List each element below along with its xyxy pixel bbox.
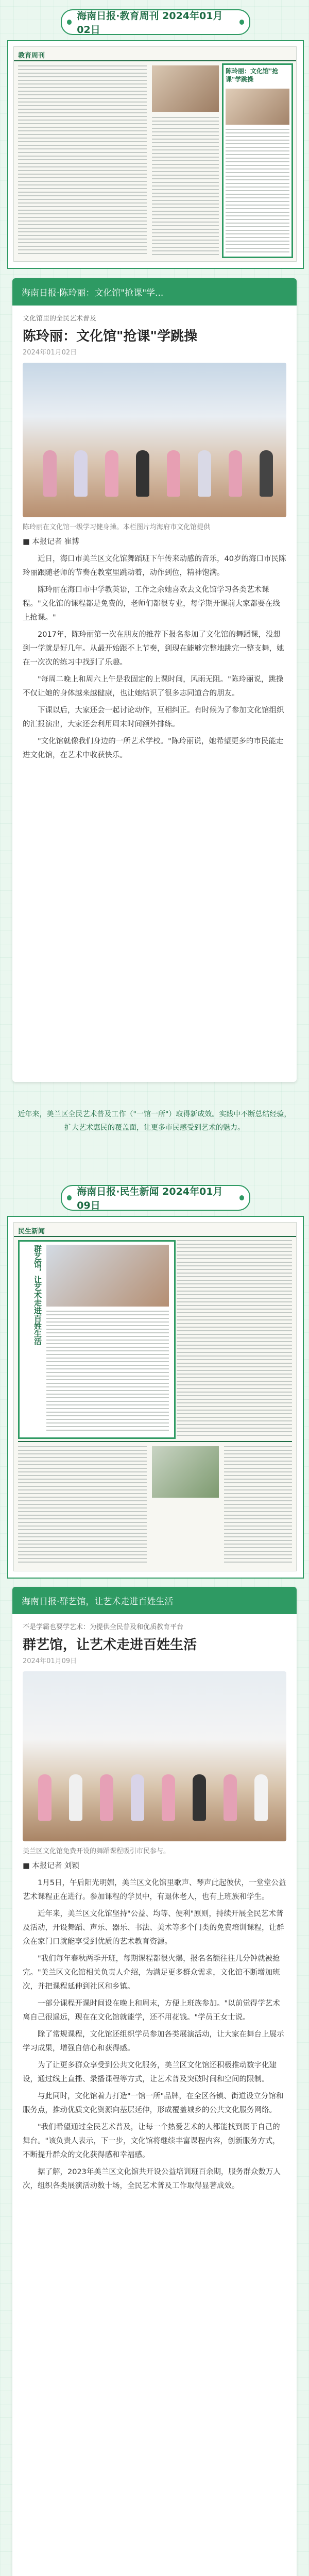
paragraph: "我们每年春秋两季开班，每期课程都很火爆，报名名额往往几分钟就被抢完。"美兰区文化馆相关负责人介绍，为满足更多群众需求，文化馆不断增加班次，并把课程延伸到社区和乡镇。	[23, 1955, 280, 1991]
photo-caption: 美兰区文化馆免费开设的舞蹈课程吸引市民参与。	[23, 1848, 170, 1855]
photo-figure	[131, 1774, 144, 1821]
article-photo	[46, 1245, 169, 1307]
paragraph: 近年来，美兰区文化馆坚持"公益、均等、便利"原则，持续开展全民艺术普及活动，开设舞蹈、声乐、器乐、书法、美术等多个门类的免费培训课程，让群众在家门口就能享受到优质的艺术教育资源。	[23, 1910, 284, 1946]
photo-figure	[260, 450, 273, 497]
card-header: 海南日报·陈玲丽：文化馆"抢课"学...	[12, 278, 297, 306]
divider	[14, 60, 296, 61]
article-kicker: 不是学霸也要学艺术：为提供全民普及和优质教育平台	[23, 1623, 184, 1631]
section-banner	[61, 1185, 250, 1211]
text-columns	[224, 1446, 292, 1565]
dot-icon	[239, 20, 244, 25]
dot-icon	[67, 20, 72, 25]
photo-figure	[224, 1774, 237, 1821]
dot-icon	[67, 1195, 72, 1200]
photo-figure	[229, 450, 242, 497]
paper-headline: 群艺馆，让艺术走进百姓生活	[33, 1245, 42, 1345]
note-text: 近年来，美兰区全民艺术普及工作（"一馆一所"）取得新成效。实践中不断总结经验，扩大艺术惠民的覆盖面，让更多市民感受到艺术的魅力。	[18, 1110, 291, 1132]
newspaper-page	[13, 1222, 297, 1571]
paragraph: "每周二晚上和周六上午是我固定的上课时间，风雨无阻。"陈玲丽说，跳操不仅让她的身体越来越健康，也让她结识了很多志同道合的朋友。	[23, 675, 284, 698]
article-text-lines	[46, 1311, 169, 1432]
paragraph: 近日，海口市美兰区文化馆舞蹈班下午传来动感的音乐，40岁的海口市民陈玲丽跟随老师的节奏在教室里跳动着，动作到位，精神饱满。	[23, 555, 286, 577]
photo-figure	[254, 1774, 268, 1821]
paragraph: 下课以后，大家还会一起讨论动作，互相纠正。有时候为了参加文化馆组织的汇报演出，大家还会利用周末时间额外排练。	[23, 706, 284, 728]
photo-figure	[198, 450, 211, 497]
newspaper-page-frame	[7, 1216, 304, 1579]
photo-figure	[167, 450, 180, 497]
card-header: 海南日报·群艺馆，让艺术走进百姓生活	[12, 1587, 297, 1614]
photo-figure	[193, 1774, 206, 1821]
byline: ■ 本报记者 崔博	[23, 538, 79, 546]
divider	[14, 1236, 296, 1237]
text-columns	[18, 1446, 147, 1565]
article-date: 2024年01月09日	[23, 1657, 77, 1665]
photo-figure	[162, 1774, 175, 1821]
text-columns	[152, 117, 219, 256]
paper-page-label: 民生新闻	[18, 1228, 45, 1235]
paper-page-label: 教育周刊	[18, 52, 45, 60]
paragraph: 1月5日，午后阳光明媚，美兰区文化馆里歌声、琴声此起彼伏，一堂堂公益艺术课程正在进行。参加课程的学员中，有退休老人，也有上班族和学生。	[23, 1879, 286, 1901]
article-photo	[226, 89, 289, 125]
article-card	[12, 1587, 297, 2576]
paragraph: 除了常规课程，文化馆还组织学员参加各类展演活动，让大家在舞台上展示学习成果，增强自信心和获得感。	[23, 2030, 284, 2053]
paragraph: 一部分课程开课时间设在晚上和周末，方便上班族参加。"以前觉得学艺术离自己很遥远，现在在文化馆就能学，还不用花钱。"学员王女士说。	[23, 1999, 280, 2022]
text-columns	[177, 1240, 292, 1436]
article-photo	[23, 363, 286, 517]
article-photo	[23, 1671, 286, 1841]
photo-figure	[74, 450, 88, 497]
article-kicker: 文化馆里的全民艺术普及	[23, 315, 97, 323]
byline: ■ 本报记者 刘颖	[23, 1862, 79, 1870]
photo-figure	[43, 450, 57, 497]
paragraph: 据了解，2023年美兰区文化馆共开设公益培训班百余期，服务群众数万人次，组织各类展演活动数十场，全民艺术普及工作取得显著成效。	[23, 2168, 281, 2190]
article-date: 2024年01月02日	[23, 349, 77, 357]
photo-figure	[136, 450, 149, 497]
article-body	[23, 1859, 286, 2193]
banner-text: 海南日报·教育周刊 2024年01月02日	[77, 10, 223, 36]
newspaper-page	[13, 46, 297, 262]
article-headline: 群艺馆，让艺术走进百姓生活	[23, 1637, 197, 1653]
highlighted-article[interactable]	[222, 63, 293, 258]
intro-note	[15, 1108, 294, 1134]
text-columns	[18, 65, 147, 256]
article-body	[23, 535, 286, 762]
article-text-lines	[226, 129, 289, 252]
article-card	[12, 278, 297, 1082]
dot-icon	[239, 1195, 244, 1200]
paragraph: "我们希望通过全民艺术普及，让每一个热爱艺术的人都能找到属于自己的舞台。"该负责人表示，下一步，文化馆将继续丰富课程内容，创新服务方式，不断提升群众的文化获得感和幸福感。	[23, 2123, 280, 2159]
banner-text: 海南日报·民生新闻 2024年01月09日	[77, 1186, 223, 1211]
highlighted-article[interactable]	[18, 1240, 176, 1439]
section-banner	[61, 9, 250, 35]
newspaper-page-frame	[7, 40, 304, 269]
newspaper-photo	[152, 65, 219, 112]
photo-figure	[100, 1774, 113, 1821]
article-headline: 陈玲丽：文化馆"抢课"学跳操	[23, 329, 198, 344]
paper-headline: 陈玲丽：文化馆"抢课"学跳操	[226, 67, 279, 83]
photo-caption: 陈玲丽在文化馆一级学习健身操。本栏图片均海府市文化馆提供	[23, 523, 211, 531]
photo-figure	[69, 1774, 82, 1821]
paragraph: "文化馆就像我们身边的一所艺术学校。"陈玲丽说，她希望更多的市民能走进文化馆，在艺术中收获快乐。	[23, 737, 284, 759]
paragraph: 陈玲丽在海口市中学教英语，工作之余她喜欢去文化馆学习各类艺术课程。"文化馆的课程都是免费的，老师们都很专业，每学期开课前大家都要在线上抢课。"	[23, 586, 280, 622]
photo-figure	[105, 450, 118, 497]
divider	[18, 1441, 292, 1442]
photo-figure	[38, 1774, 52, 1821]
paragraph: 为了让更多群众享受到公共文化服务，美兰区文化馆还积极推动数字化建设，通过线上直播、录播课程等方式，让艺术普及突破时间和空间的限制。	[23, 2061, 277, 2083]
paragraph: 与此同时，文化馆着力打造"一馆一所"品牌，在全区各镇、街道设立分馆和服务点，推动优质文化资源向基层延伸，形成覆盖城乡的公共文化服务网络。	[23, 2092, 284, 2114]
newspaper-photo	[152, 1446, 219, 1498]
paragraph: 2017年，陈玲丽第一次在朋友的推荐下报名参加了文化馆的舞蹈课，没想到一学就是好几年。从最开始跟不上节奏，到现在能够完整地跳完一整支舞，她在一次次的练习中找到了乐趣。	[23, 631, 284, 667]
